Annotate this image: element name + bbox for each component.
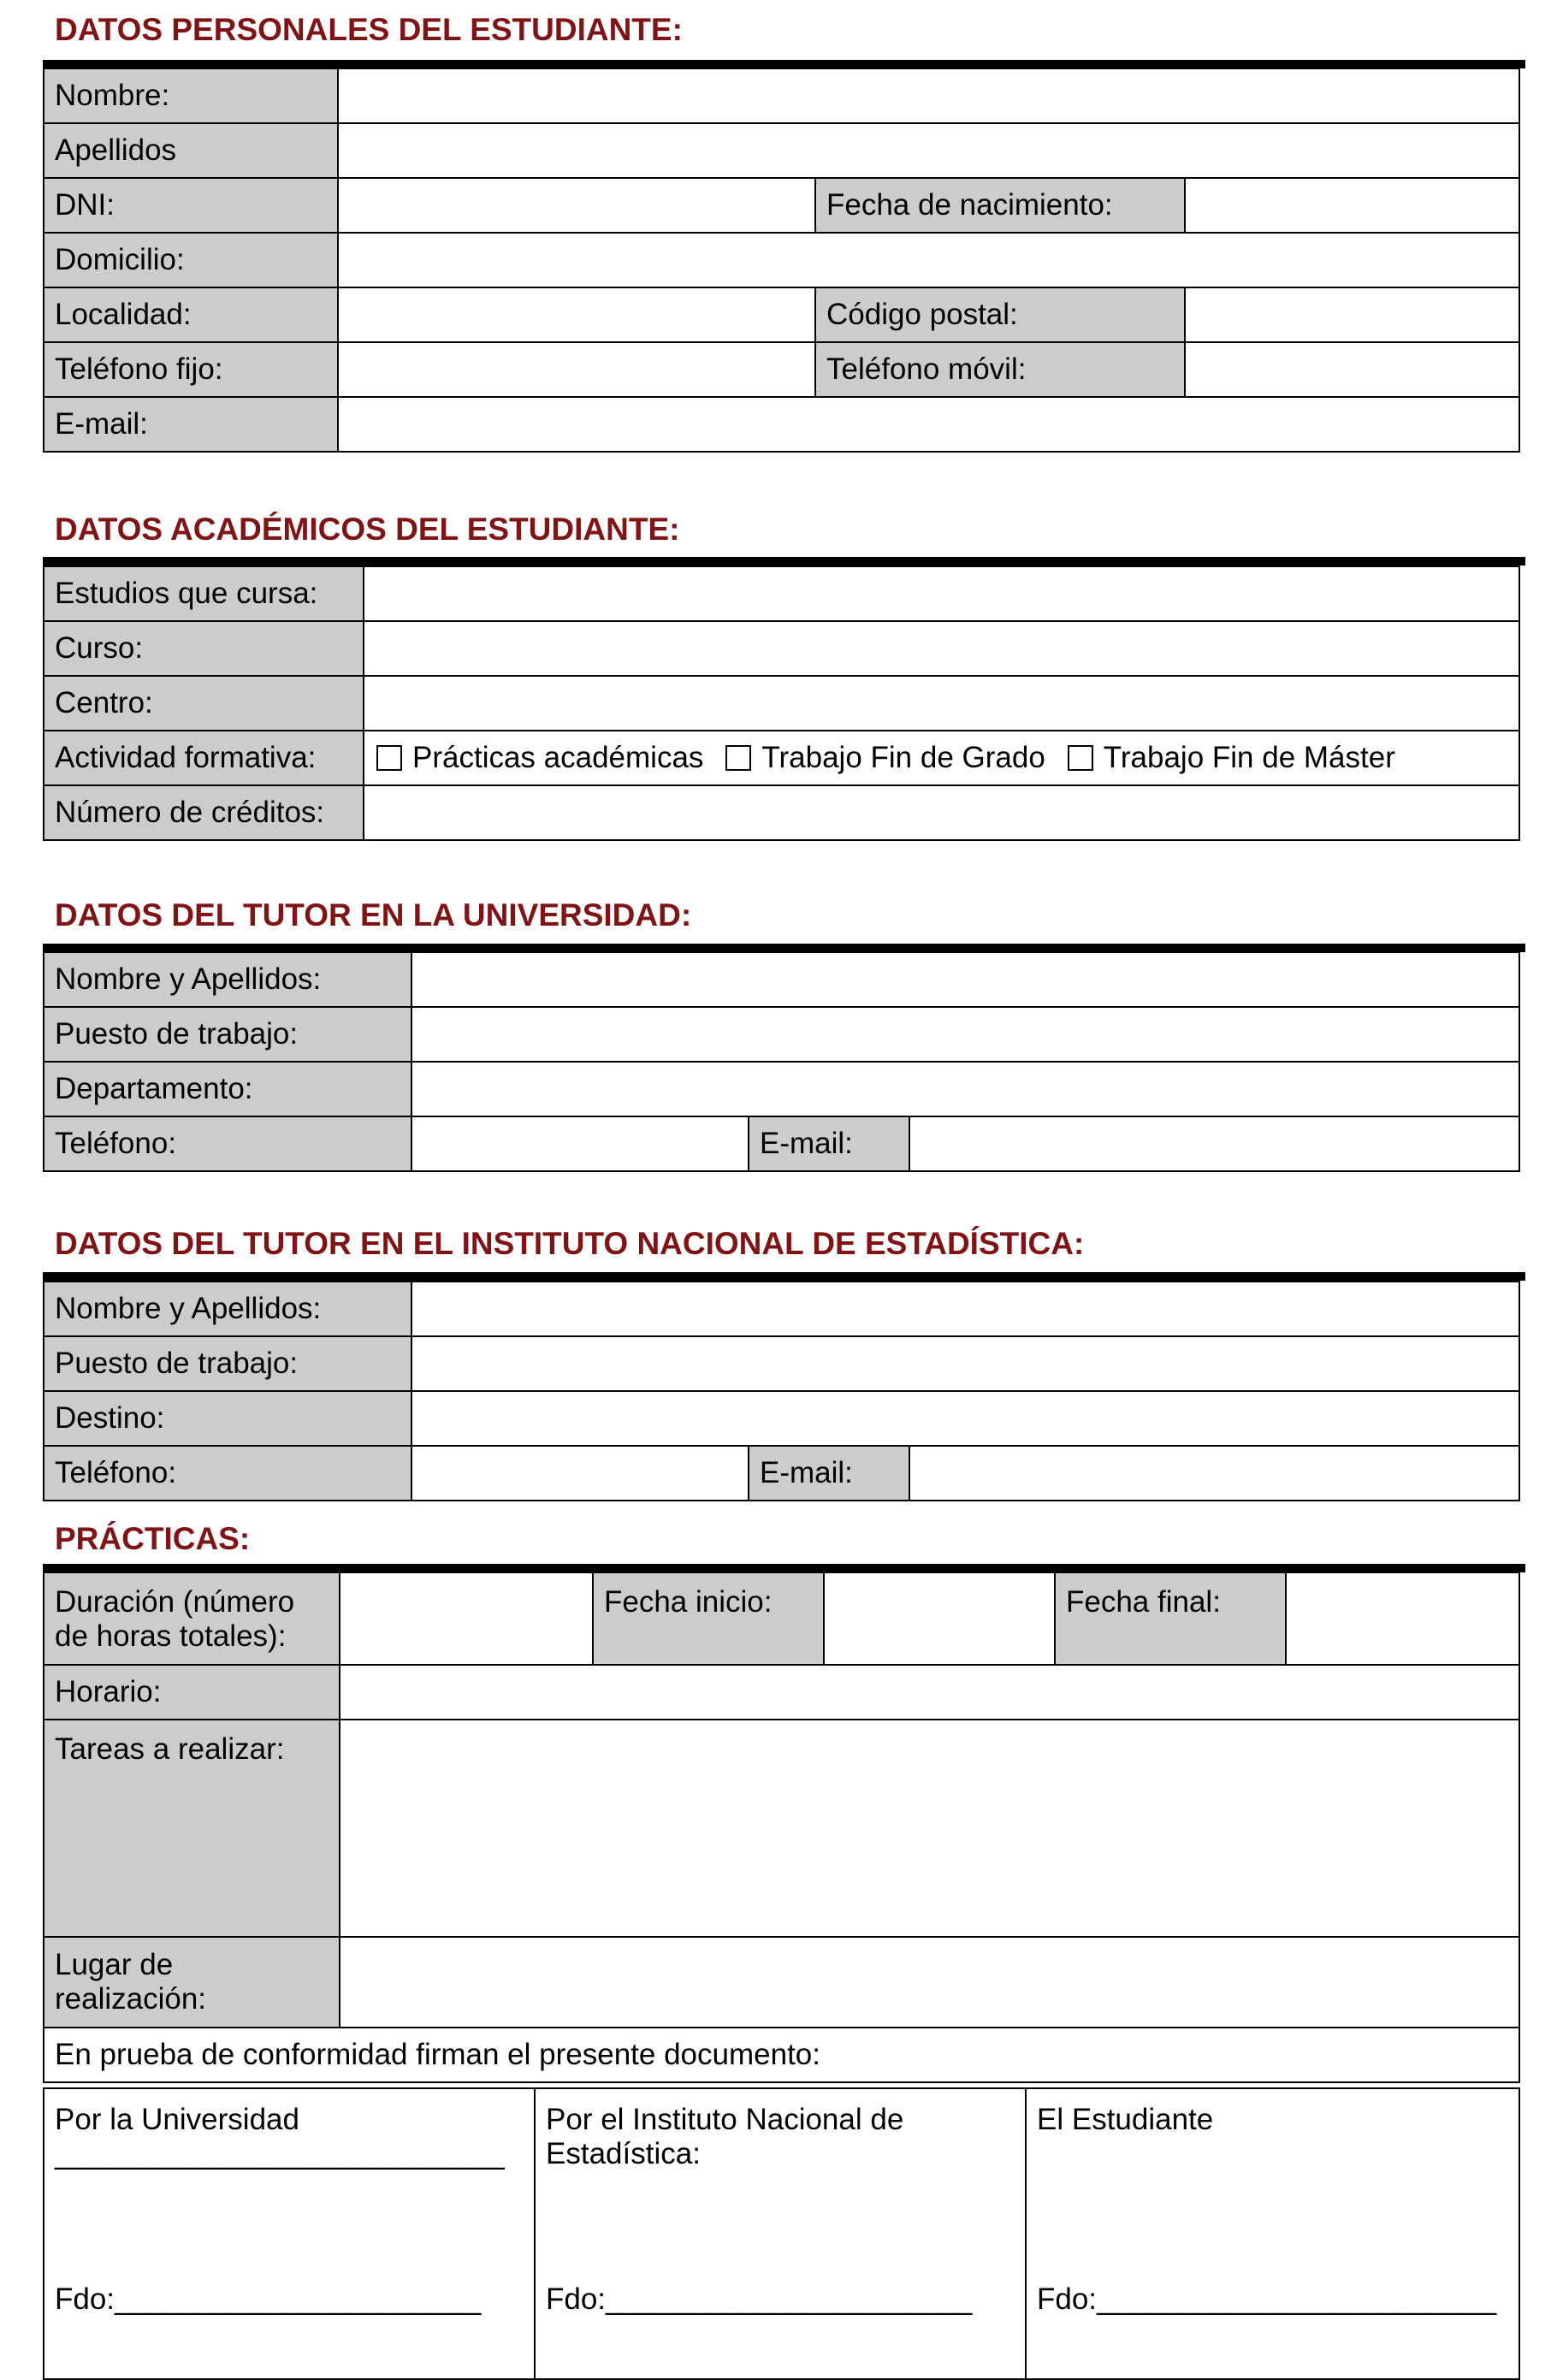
conformidad-text: En prueba de conformidad firman el presente documento:: [44, 2028, 1519, 2082]
option-tfg[interactable]: Trabajo Fin de Grado: [725, 741, 1045, 775]
label-tutor-uni-departamento: Departamento:: [44, 1062, 411, 1116]
checkbox-tfm[interactable]: [1068, 745, 1093, 771]
academic-table: [43, 565, 1520, 841]
label-domicilio: Domicilio:: [44, 233, 338, 287]
tutor-ine-table: [43, 1281, 1520, 1501]
field-tutor-uni-nombre[interactable]: [411, 952, 1519, 1007]
section-title-personal: DATOS PERSONALES DEL ESTUDIANTE:: [55, 12, 683, 47]
label-tutor-ine-puesto: Puesto de trabajo:: [44, 1336, 411, 1391]
label-telefono-movil: Teléfono móvil:: [815, 342, 1185, 397]
field-tareas[interactable]: [340, 1720, 1519, 1937]
field-estudios[interactable]: [364, 566, 1519, 621]
field-tutor-ine-destino[interactable]: [411, 1391, 1519, 1446]
field-dni[interactable]: [338, 178, 815, 233]
signature-ine[interactable]: Por el Instituto Nacional de Estadística: Fdo:______________________: [535, 2088, 1026, 2379]
label-creditos: Número de créditos:: [44, 785, 364, 840]
label-tareas: Tareas a realizar:: [44, 1720, 340, 1937]
field-centro[interactable]: [364, 676, 1519, 731]
tutor-uni-table: [43, 951, 1520, 1172]
field-telefono-fijo[interactable]: [338, 342, 815, 397]
section-title-practicas: PRÁCTICAS:: [55, 1521, 251, 1556]
field-domicilio[interactable]: [338, 233, 1519, 287]
field-nombre[interactable]: [338, 68, 1519, 123]
field-duracion[interactable]: [340, 1572, 593, 1665]
option-practicas[interactable]: Prácticas académicas: [376, 741, 703, 775]
label-lugar: Lugar de realización:: [44, 1937, 340, 2028]
label-codigo-postal: Código postal:: [815, 287, 1185, 342]
label-horario: Horario:: [44, 1665, 340, 1720]
signature-estudiante[interactable]: El Estudiante Fdo:________________________: [1026, 2088, 1519, 2379]
section-title-academic: DATOS ACADÉMICOS DEL ESTUDIANTE:: [55, 512, 680, 547]
field-lugar[interactable]: [340, 1937, 1519, 2028]
field-fecha-nacimiento[interactable]: [1185, 178, 1519, 233]
label-tutor-uni-telefono: Teléfono:: [44, 1116, 411, 1171]
label-tutor-ine-email: E-mail:: [749, 1446, 909, 1501]
practicas-table: [43, 1572, 1520, 2083]
label-tutor-ine-nombre: Nombre y Apellidos:: [44, 1282, 411, 1336]
field-tutor-ine-email[interactable]: [909, 1446, 1519, 1501]
field-creditos[interactable]: [364, 785, 1519, 840]
field-tutor-ine-puesto[interactable]: [411, 1336, 1519, 1391]
fdo-ine: Fdo:______________________: [546, 2282, 973, 2316]
label-curso: Curso:: [44, 621, 364, 676]
field-codigo-postal[interactable]: [1185, 287, 1519, 342]
signature-universidad[interactable]: Por la Universidad ___________________________ Fdo:______________________: [44, 2088, 535, 2379]
label-tutor-ine-destino: Destino:: [44, 1391, 411, 1446]
section-rule: [43, 557, 1525, 565]
field-tutor-ine-nombre[interactable]: [411, 1282, 1519, 1336]
field-apellidos[interactable]: [338, 123, 1519, 178]
checkbox-tfg[interactable]: [725, 745, 751, 771]
label-localidad: Localidad:: [44, 287, 338, 342]
label-tutor-uni-nombre: Nombre y Apellidos:: [44, 952, 411, 1007]
fdo-universidad: Fdo:______________________: [55, 2282, 482, 2316]
fdo-estudiante: Fdo:________________________: [1037, 2282, 1497, 2316]
signatures-table: [43, 2087, 1520, 2380]
section-rule: [43, 1272, 1525, 1281]
field-tutor-uni-departamento[interactable]: [411, 1062, 1519, 1116]
field-fecha-final[interactable]: [1286, 1572, 1519, 1665]
label-tutor-uni-email: E-mail:: [749, 1116, 909, 1171]
label-email: E-mail:: [44, 397, 338, 452]
section-title-tutor-ine: DATOS DEL TUTOR EN EL INSTITUTO NACIONAL DE ESTADÍSTICA:: [55, 1226, 1085, 1261]
checkbox-practicas[interactable]: [376, 745, 402, 771]
label-nombre: Nombre:: [44, 68, 338, 123]
field-actividad: [364, 731, 1519, 785]
field-telefono-movil[interactable]: [1185, 342, 1519, 397]
field-fecha-inicio[interactable]: [824, 1572, 1055, 1665]
label-tutor-uni-puesto: Puesto de trabajo:: [44, 1007, 411, 1062]
label-fecha-nacimiento: Fecha de nacimiento:: [815, 178, 1185, 233]
option-tfm[interactable]: Trabajo Fin de Máster: [1068, 741, 1395, 775]
label-tutor-ine-telefono: Teléfono:: [44, 1446, 411, 1501]
field-localidad[interactable]: [338, 287, 815, 342]
field-tutor-uni-email[interactable]: [909, 1116, 1519, 1171]
section-title-tutor-uni: DATOS DEL TUTOR EN LA UNIVERSIDAD:: [55, 897, 692, 932]
label-estudios: Estudios que cursa:: [44, 566, 364, 621]
field-tutor-uni-puesto[interactable]: [411, 1007, 1519, 1062]
field-horario[interactable]: [340, 1665, 1519, 1720]
label-telefono-fijo: Teléfono fijo:: [44, 342, 338, 397]
label-fecha-final: Fecha final:: [1055, 1572, 1286, 1665]
field-email[interactable]: [338, 397, 1519, 452]
label-actividad: Actividad formativa:: [44, 731, 364, 785]
label-dni: DNI:: [44, 178, 338, 233]
field-curso[interactable]: [364, 621, 1519, 676]
personal-table: [43, 68, 1520, 453]
label-fecha-inicio: Fecha inicio:: [593, 1572, 824, 1665]
label-centro: Centro:: [44, 676, 364, 731]
label-duracion: Duración (número de horas totales):: [44, 1572, 340, 1665]
label-apellidos: Apellidos: [44, 123, 338, 178]
field-tutor-ine-telefono[interactable]: [411, 1446, 749, 1501]
field-tutor-uni-telefono[interactable]: [411, 1116, 749, 1171]
